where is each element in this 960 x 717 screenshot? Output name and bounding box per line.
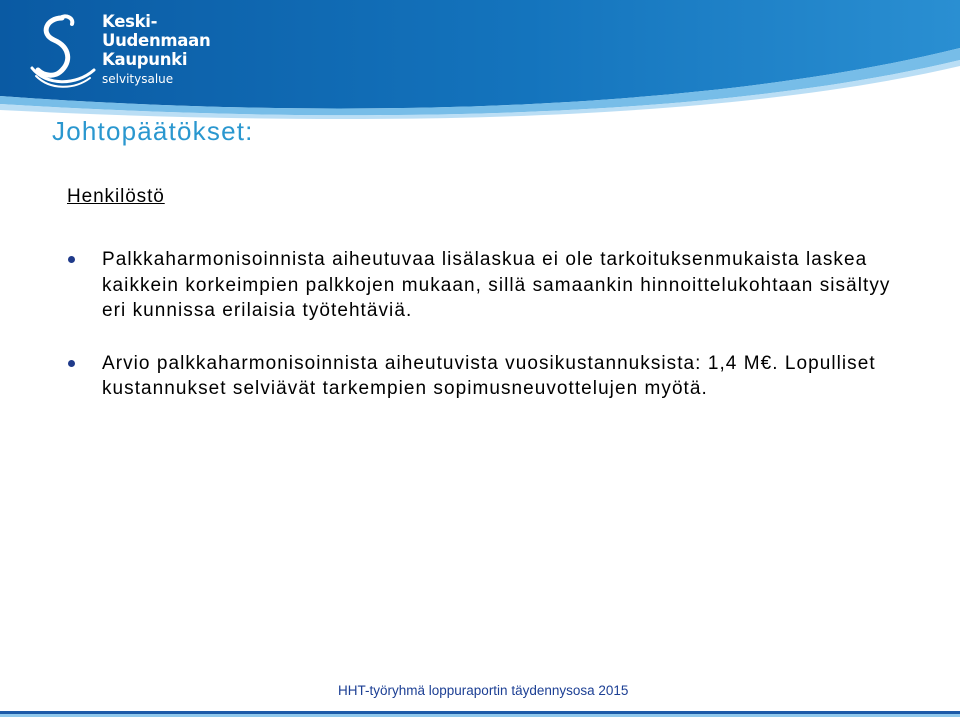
bullet-list	[102, 247, 902, 429]
bullet-text: Palkkaharmonisoinnista aiheutuvaa lisälaskua ei ole tarkoituksenmukaista laskea kaikkein korkeimpien palkkojen mukaan, sillä samaankin hinnoittelukohtaan sisältyy eri kunnissa erilaisia työtehtäviä.	[102, 249, 891, 321]
logo-line-3: Kaupunki	[102, 50, 188, 69]
bullet-item	[102, 247, 902, 324]
bullet-item	[102, 351, 902, 402]
bullet-text: Arvio palkkaharmonisoinnista aiheutuvista vuosikustannuksista: 1,4 M€. Lopulliset kustannukset selviävät tarkempien sopimusneuvottelujen myötä.	[102, 352, 876, 399]
footer-text: HHT-työryhmä loppuraportin täydennysosa 2015	[338, 683, 629, 698]
section-heading: Henkilöstö	[67, 186, 165, 207]
logo-line-1: Keski-	[102, 12, 158, 31]
organization-logo	[24, 10, 211, 95]
logo-subline: selvitysalue	[102, 72, 174, 86]
logo-wordmark	[102, 12, 212, 87]
swan-logo-icon	[24, 10, 102, 90]
slide-title: Johtopäätökset:	[52, 116, 254, 146]
logo-line-2: Uudenmaan	[102, 31, 211, 50]
bullet-dot-icon	[68, 360, 75, 367]
bullet-dot-icon	[68, 256, 75, 263]
bottom-rule	[0, 711, 960, 717]
